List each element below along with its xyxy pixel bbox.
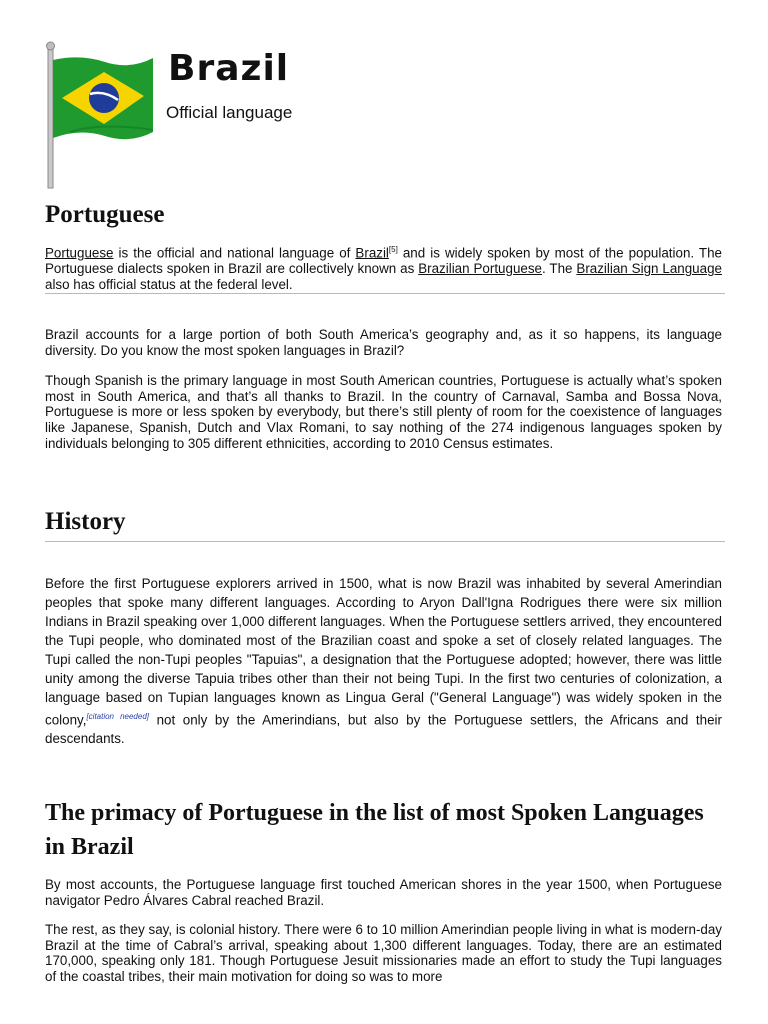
page-title: Brazil [168,48,290,89]
portuguese-paragraph-1: Portuguese is the official and national language of Brazil[5] and is widely spoken by most of the population. The Portuguese dialects spoken in Brazil are collectively known as Brazilian Portuguese. The Brazilian Sign Language also has official status at the federal level. [45,245,722,292]
portuguese-link[interactable]: Portuguese [45,245,114,261]
brazilian-portuguese-link[interactable]: Brazilian Portuguese [418,261,542,277]
primacy-paragraph-2: The rest, as they say, is colonial history. There were 6 to 10 million Amerindian people living in what is modern-day Brazil at the time of Cabral’s arrival, speaking about 1,300 different languages. Today, there are an estimated 170,000, speaking only 181. Though Portuguese Jesuit missionaries made an effort to study the Tupi languages of the coastal tribes, their main motivation for doing so was to more [45,922,722,985]
primacy-paragraph-1: By most accounts, the Portuguese language first touched American shores in the year 1500, when Portuguese navigator Pedro Álvares Cabral reached Brazil. [45,877,722,908]
reference-5-link[interactable]: [5] [388,245,398,254]
primacy-heading: The primacy of Portuguese in the list of most Spoken Languages in Brazil [45,800,704,860]
portuguese-heading: Portuguese [45,201,165,228]
portuguese-paragraph-3: Though Spanish is the primary language in most South American countries, Portuguese is actually what’s spoken most in South America, and that’s all thanks to Brazil. In the country of Carnaval, Samba and Bossa Nova, Portuguese is more or less spoken by everybody, but there’s still plenty of room for the coexistence of languages like Japanese, Spanish, Dutch and Vlax Romani, to say nothing of the 274 indigenous languages spoken by individuals belonging to 305 different ethnicities, according to 2010 Census estimates. [45,373,722,451]
history-paragraph: Before the first Portuguese explorers arrived in 1500, what is now Brazil was inhabited by several Amerindian peoples that spoke many different languages. According to Aryon Dall'Igna Rodrigues there were six million Indians in Brazil speaking over 1,000 different languages. When the Portuguese settlers arrived, they encountered the Tupi people, who dominated most of the Brazilian coast and spoke a set of closely related languages. The Tupi called the non-Tupi peoples "Tapuias", a designation that the Portuguese adopted; however, there was little unity among the diverse Tapuia tribes other than their not being Tupi. In the first two centuries of colonization, a language based on Tupian languages known as Lingua Geral ("General Language") was widely spoken in the colony,[citation needed] not only by the Amerindians, but also by the Portuguese settlers, the Africans and their descendants. [45,576,723,747]
brazil-flag-image [40,40,160,190]
portuguese-paragraph-2: Brazil accounts for a large portion of both South America’s geography and, as it so happens, its language diversity. Do you know the most spoken languages in Brazil? [45,327,722,358]
brazilian-sign-language-link[interactable]: Brazilian Sign Language [576,261,722,277]
divider [45,541,725,542]
citation-needed-link[interactable]: [citation needed] [86,712,150,721]
brazil-link[interactable]: Brazil [355,245,389,261]
page-subtitle: Official language [166,103,293,122]
history-heading: History [45,508,126,535]
divider [45,293,725,294]
